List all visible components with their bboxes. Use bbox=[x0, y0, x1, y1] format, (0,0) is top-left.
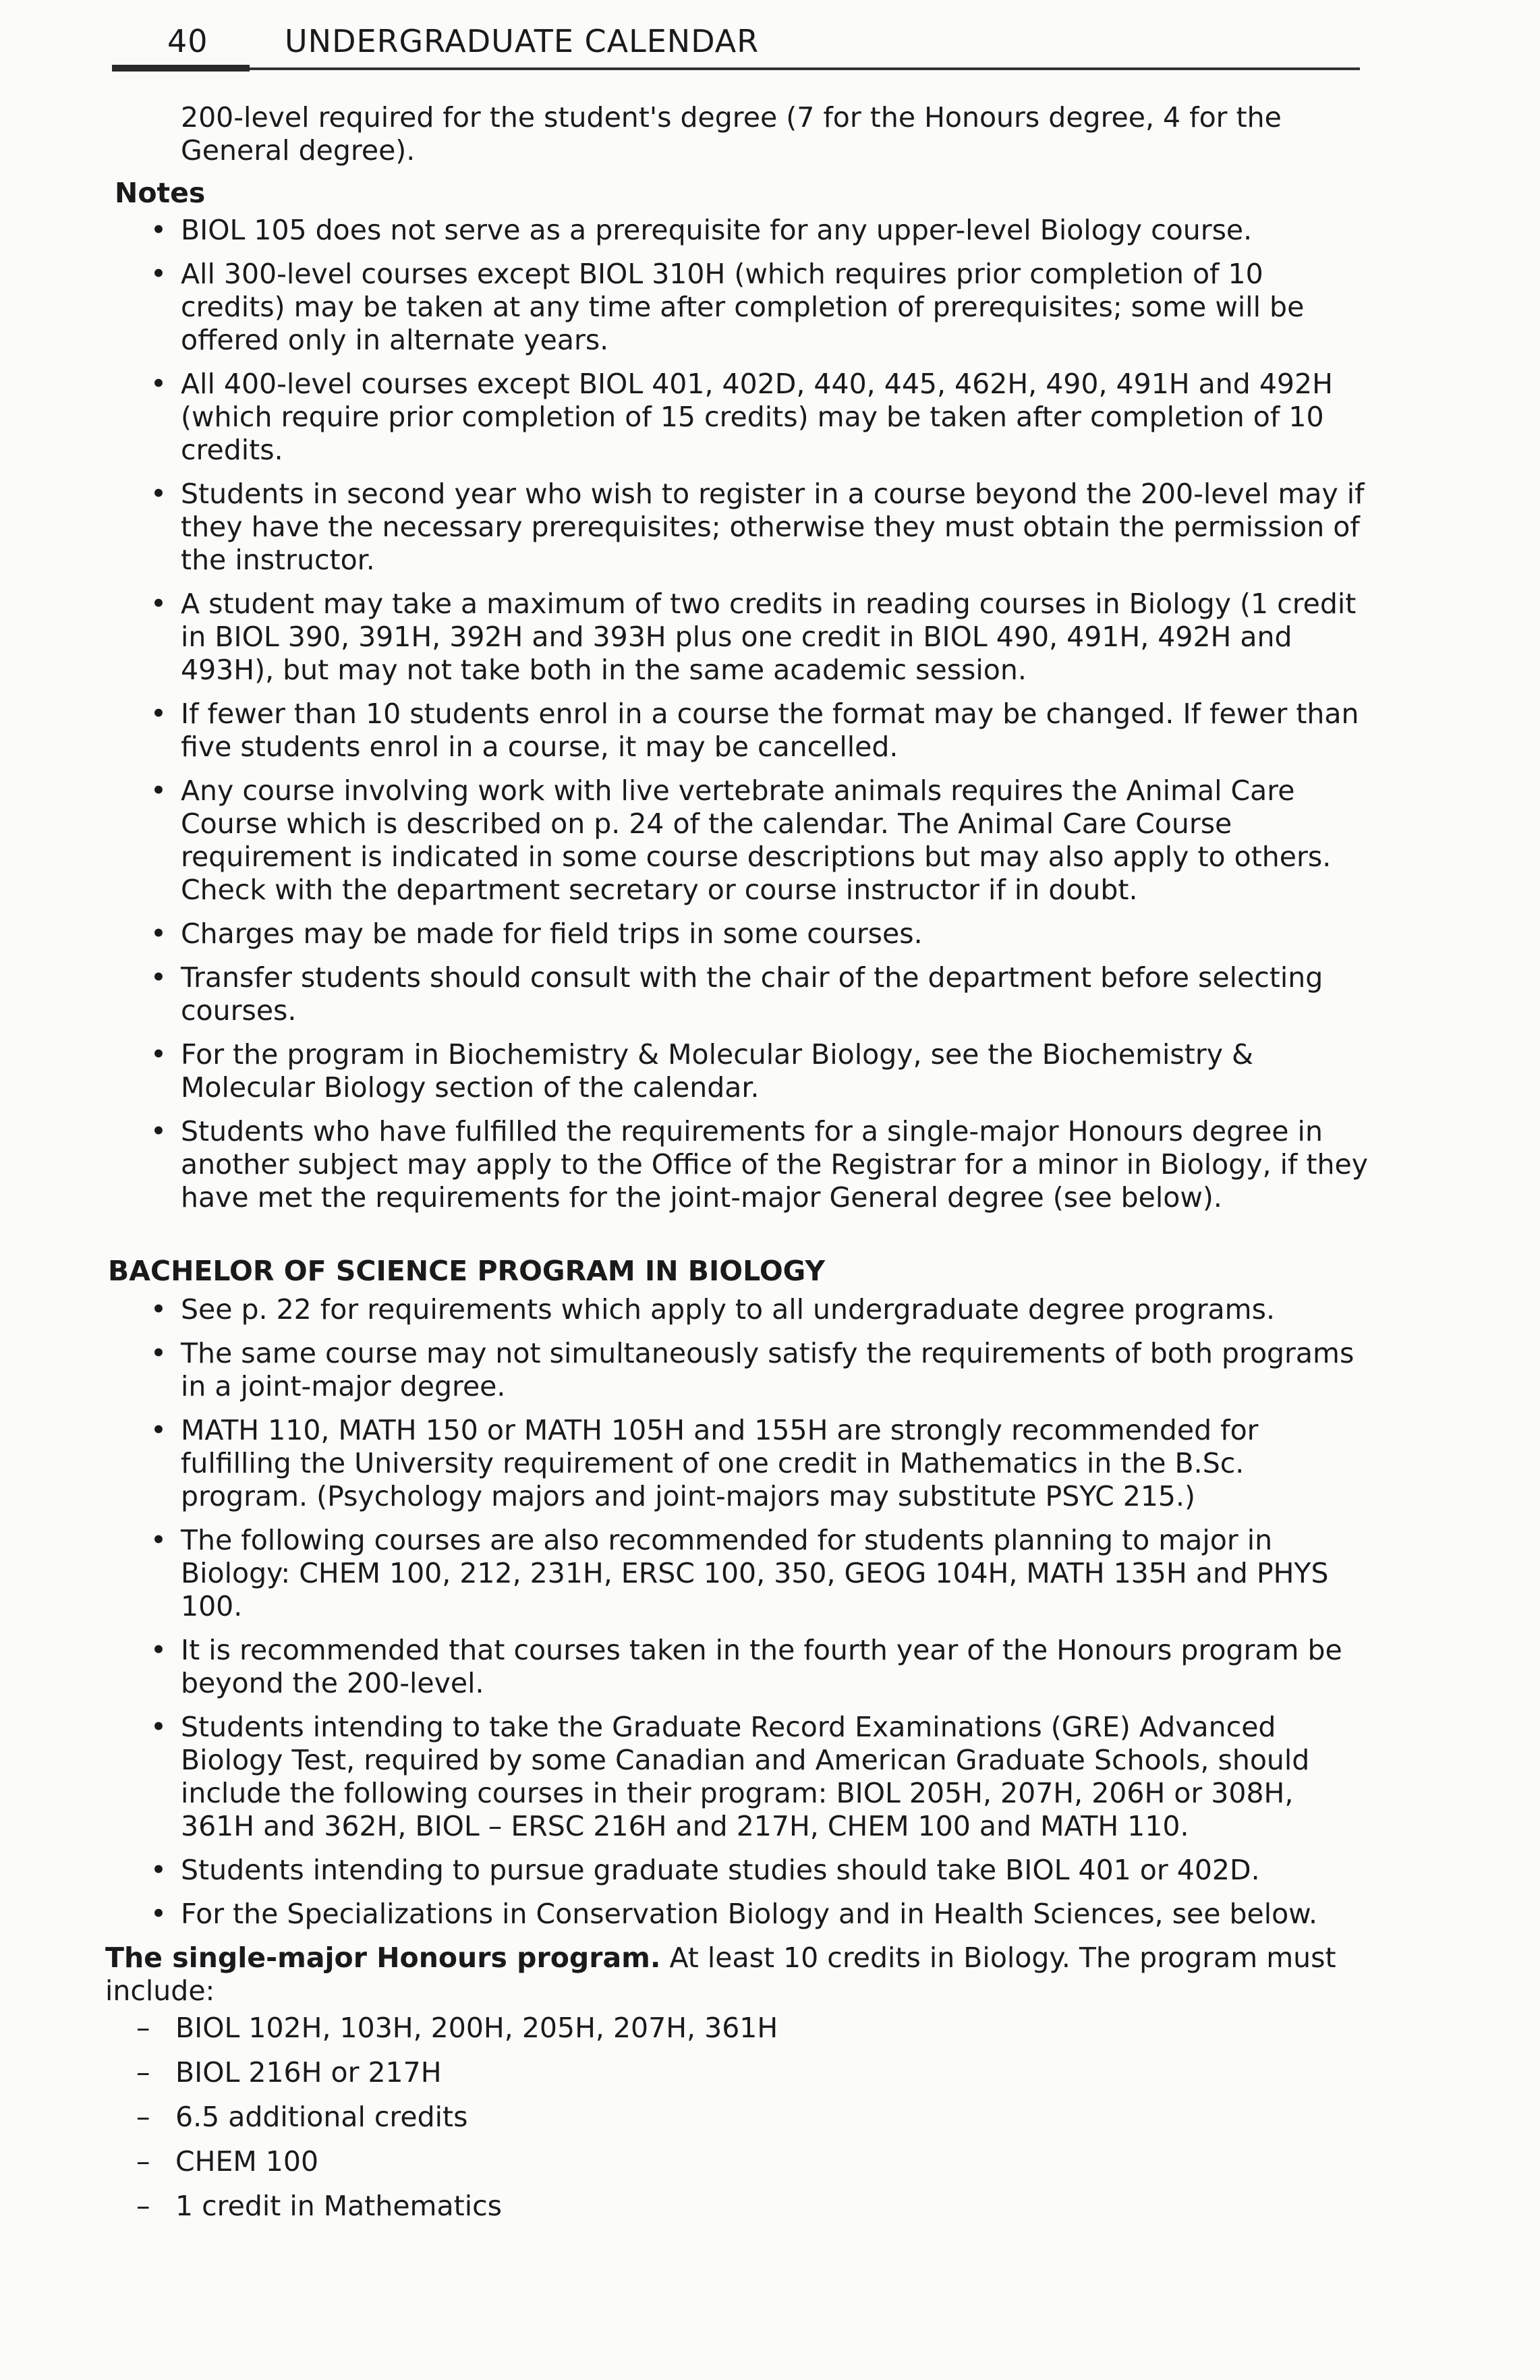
list-item bbox=[101, 1634, 1369, 1700]
bullet-icon: • bbox=[150, 774, 167, 807]
list-item bbox=[101, 214, 1369, 247]
list-item bbox=[101, 1293, 1369, 1326]
list-item-text: Transfer students should consult with the chair of the department before selecting courses. bbox=[181, 961, 1323, 1027]
list-item-text: The following courses are also recommended for students planning to major in Biology: CHEM 100, 212, 231H, ERSC 100, 350, GEOG 104H, MATH 135H and PHYS 100. bbox=[181, 1524, 1329, 1622]
bsc-list bbox=[101, 1293, 1369, 1931]
running-title: UNDERGRADUATE CALENDAR bbox=[285, 23, 760, 59]
requirement-text: 6.5 additional credits bbox=[175, 2101, 468, 2133]
bullet-icon: • bbox=[150, 1634, 167, 1666]
requirement-text: BIOL 102H, 103H, 200H, 205H, 207H, 361H bbox=[175, 2012, 778, 2044]
bullet-icon: • bbox=[150, 1115, 167, 1148]
dash-icon: – bbox=[136, 2056, 150, 2089]
bullet-icon: • bbox=[150, 1337, 167, 1369]
notes-heading: Notes bbox=[115, 177, 206, 209]
page-body bbox=[101, 101, 1369, 2234]
continuation-paragraph: 200-level required for the student's degree (7 for the Honours degree, 4 for the General degree). bbox=[181, 101, 1282, 167]
dash-icon: – bbox=[136, 2101, 150, 2133]
bullet-icon: • bbox=[150, 1898, 167, 1930]
list-item bbox=[101, 917, 1369, 951]
list-item bbox=[101, 698, 1369, 764]
list-item bbox=[101, 478, 1369, 577]
list-item-text: See p. 22 for requirements which apply to all undergraduate degree programs. bbox=[181, 1293, 1276, 1326]
requirement-text: BIOL 216H or 217H bbox=[175, 2056, 442, 2089]
list-item bbox=[101, 1854, 1369, 1887]
single-major-lead: The single-major Honours program. bbox=[105, 1942, 661, 1974]
requirement-item bbox=[101, 2190, 1369, 2223]
dash-icon: – bbox=[136, 2012, 150, 2044]
list-item-text: Students in second year who wish to register in a course beyond the 200-level may if they have the necessary prerequisites; otherwise they must obtain the permission of the instructor. bbox=[181, 478, 1365, 576]
bsc-section-heading: BACHELOR OF SCIENCE PROGRAM IN BIOLOGY bbox=[108, 1255, 826, 1287]
list-item-text: MATH 110, MATH 150 or MATH 105H and 155H are strongly recommended for fulfilling the University requirement of one credit in Mathematics in the B.Sc. program. (Psychology majors and joint-majors may substitute PSYC 215.) bbox=[181, 1414, 1259, 1512]
bullet-icon: • bbox=[150, 1293, 167, 1326]
requirement-text: 1 credit in Mathematics bbox=[175, 2190, 502, 2222]
list-item-text: Students who have fulfilled the requirements for a single-major Honours degree in another subject may apply to the Office of the Registrar for a minor in Biology, if they have met the requirements for the joint-major General degree (see below). bbox=[181, 1115, 1369, 1214]
list-item bbox=[101, 1414, 1369, 1513]
requirement-item bbox=[101, 2056, 1369, 2089]
bullet-icon: • bbox=[150, 961, 167, 994]
list-item-text: Students intending to take the Graduate Record Examinations (GRE) Advanced Biology Test, required by some Canadian and American Graduate Schools, should include the following courses in their program: BIOL 205H, 207H, 206H or 308H, 361H and 362H, BIOL – ERSC 216H and 217H, CHEM 100 and MATH 110. bbox=[181, 1711, 1310, 1842]
bullet-icon: • bbox=[150, 214, 167, 246]
list-item bbox=[101, 1898, 1369, 1931]
list-item bbox=[101, 258, 1369, 357]
bullet-icon: • bbox=[150, 368, 167, 400]
bullet-icon: • bbox=[150, 698, 167, 730]
list-item-text: For the program in Biochemistry & Molecular Biology, see the Biochemistry & Molecular Biology section of the calendar. bbox=[181, 1038, 1253, 1104]
list-item-text: Students intending to pursue graduate studies should take BIOL 401 or 402D. bbox=[181, 1854, 1260, 1886]
list-item-text: A student may take a maximum of two credits in reading courses in Biology (1 credit in BIOL 390, 391H, 392H and 393H plus one credit in BIOL 490, 491H, 492H and 493H), but may not take both in the same academic session. bbox=[181, 588, 1357, 686]
list-item bbox=[101, 961, 1369, 1027]
bullet-icon: • bbox=[150, 1524, 167, 1556]
list-item-text: If fewer than 10 students enrol in a course the format may be changed. If fewer than five students enrol in a course, it may be cancelled. bbox=[181, 698, 1359, 763]
list-item bbox=[101, 1524, 1369, 1623]
list-item bbox=[101, 774, 1369, 907]
list-item bbox=[101, 368, 1369, 467]
list-item bbox=[101, 588, 1369, 687]
dash-icon: – bbox=[136, 2145, 150, 2178]
list-item-text: For the Specializations in Conservation Biology and in Health Sciences, see below. bbox=[181, 1898, 1317, 1930]
list-item-text: The same course may not simultaneously satisfy the requirements of both programs in a joint-major degree. bbox=[181, 1337, 1354, 1402]
list-item-text: Charges may be made for field trips in some courses. bbox=[181, 917, 923, 950]
list-item bbox=[101, 1038, 1369, 1104]
bullet-icon: • bbox=[150, 258, 167, 290]
bullet-icon: • bbox=[150, 1711, 167, 1743]
requirement-item bbox=[101, 2145, 1369, 2178]
page-header bbox=[112, 19, 1360, 73]
requirements-list bbox=[101, 2012, 1369, 2223]
single-major-text: At least 10 credits in Biology. The program must include: bbox=[105, 1942, 1336, 2007]
bullet-icon: • bbox=[150, 588, 167, 620]
list-item-text: All 300-level courses except BIOL 310H (which requires prior completion of 10 credits) may be taken at any time after completion of prerequisites; some will be offered only in alternate years. bbox=[181, 258, 1305, 356]
list-item bbox=[101, 1337, 1369, 1403]
list-item-text: It is recommended that courses taken in the fourth year of the Honours program be beyond the 200-level. bbox=[181, 1634, 1342, 1699]
list-item-text: All 400-level courses except BIOL 401, 402D, 440, 445, 462H, 490, 491H and 492H (which require prior completion of 15 credits) may be taken after completion of 10 credits. bbox=[181, 368, 1333, 466]
bullet-icon: • bbox=[150, 1414, 167, 1446]
list-item-text: BIOL 105 does not serve as a prerequisite for any upper-level Biology course. bbox=[181, 214, 1253, 246]
bullet-icon: • bbox=[150, 1854, 167, 1886]
header-rule bbox=[250, 67, 1360, 70]
bullet-icon: • bbox=[150, 478, 167, 510]
list-item bbox=[101, 1711, 1369, 1843]
page-number: 40 bbox=[167, 23, 208, 59]
requirement-text: CHEM 100 bbox=[175, 2145, 319, 2178]
single-major-paragraph bbox=[105, 1942, 1369, 2008]
requirement-item bbox=[101, 2012, 1369, 2045]
dash-icon: – bbox=[136, 2190, 150, 2222]
header-rule-accent bbox=[112, 65, 250, 72]
list-item bbox=[101, 1115, 1369, 1214]
list-item-text: Any course involving work with live vertebrate animals requires the Animal Care Course which is described on p. 24 of the calendar. The Animal Care Course requirement is indicated in some course descriptions but may also apply to others. Check with the department secretary or course instructor if in doubt. bbox=[181, 774, 1332, 906]
bullet-icon: • bbox=[150, 917, 167, 950]
requirement-item bbox=[101, 2101, 1369, 2134]
notes-list bbox=[101, 214, 1369, 1214]
bullet-icon: • bbox=[150, 1038, 167, 1071]
